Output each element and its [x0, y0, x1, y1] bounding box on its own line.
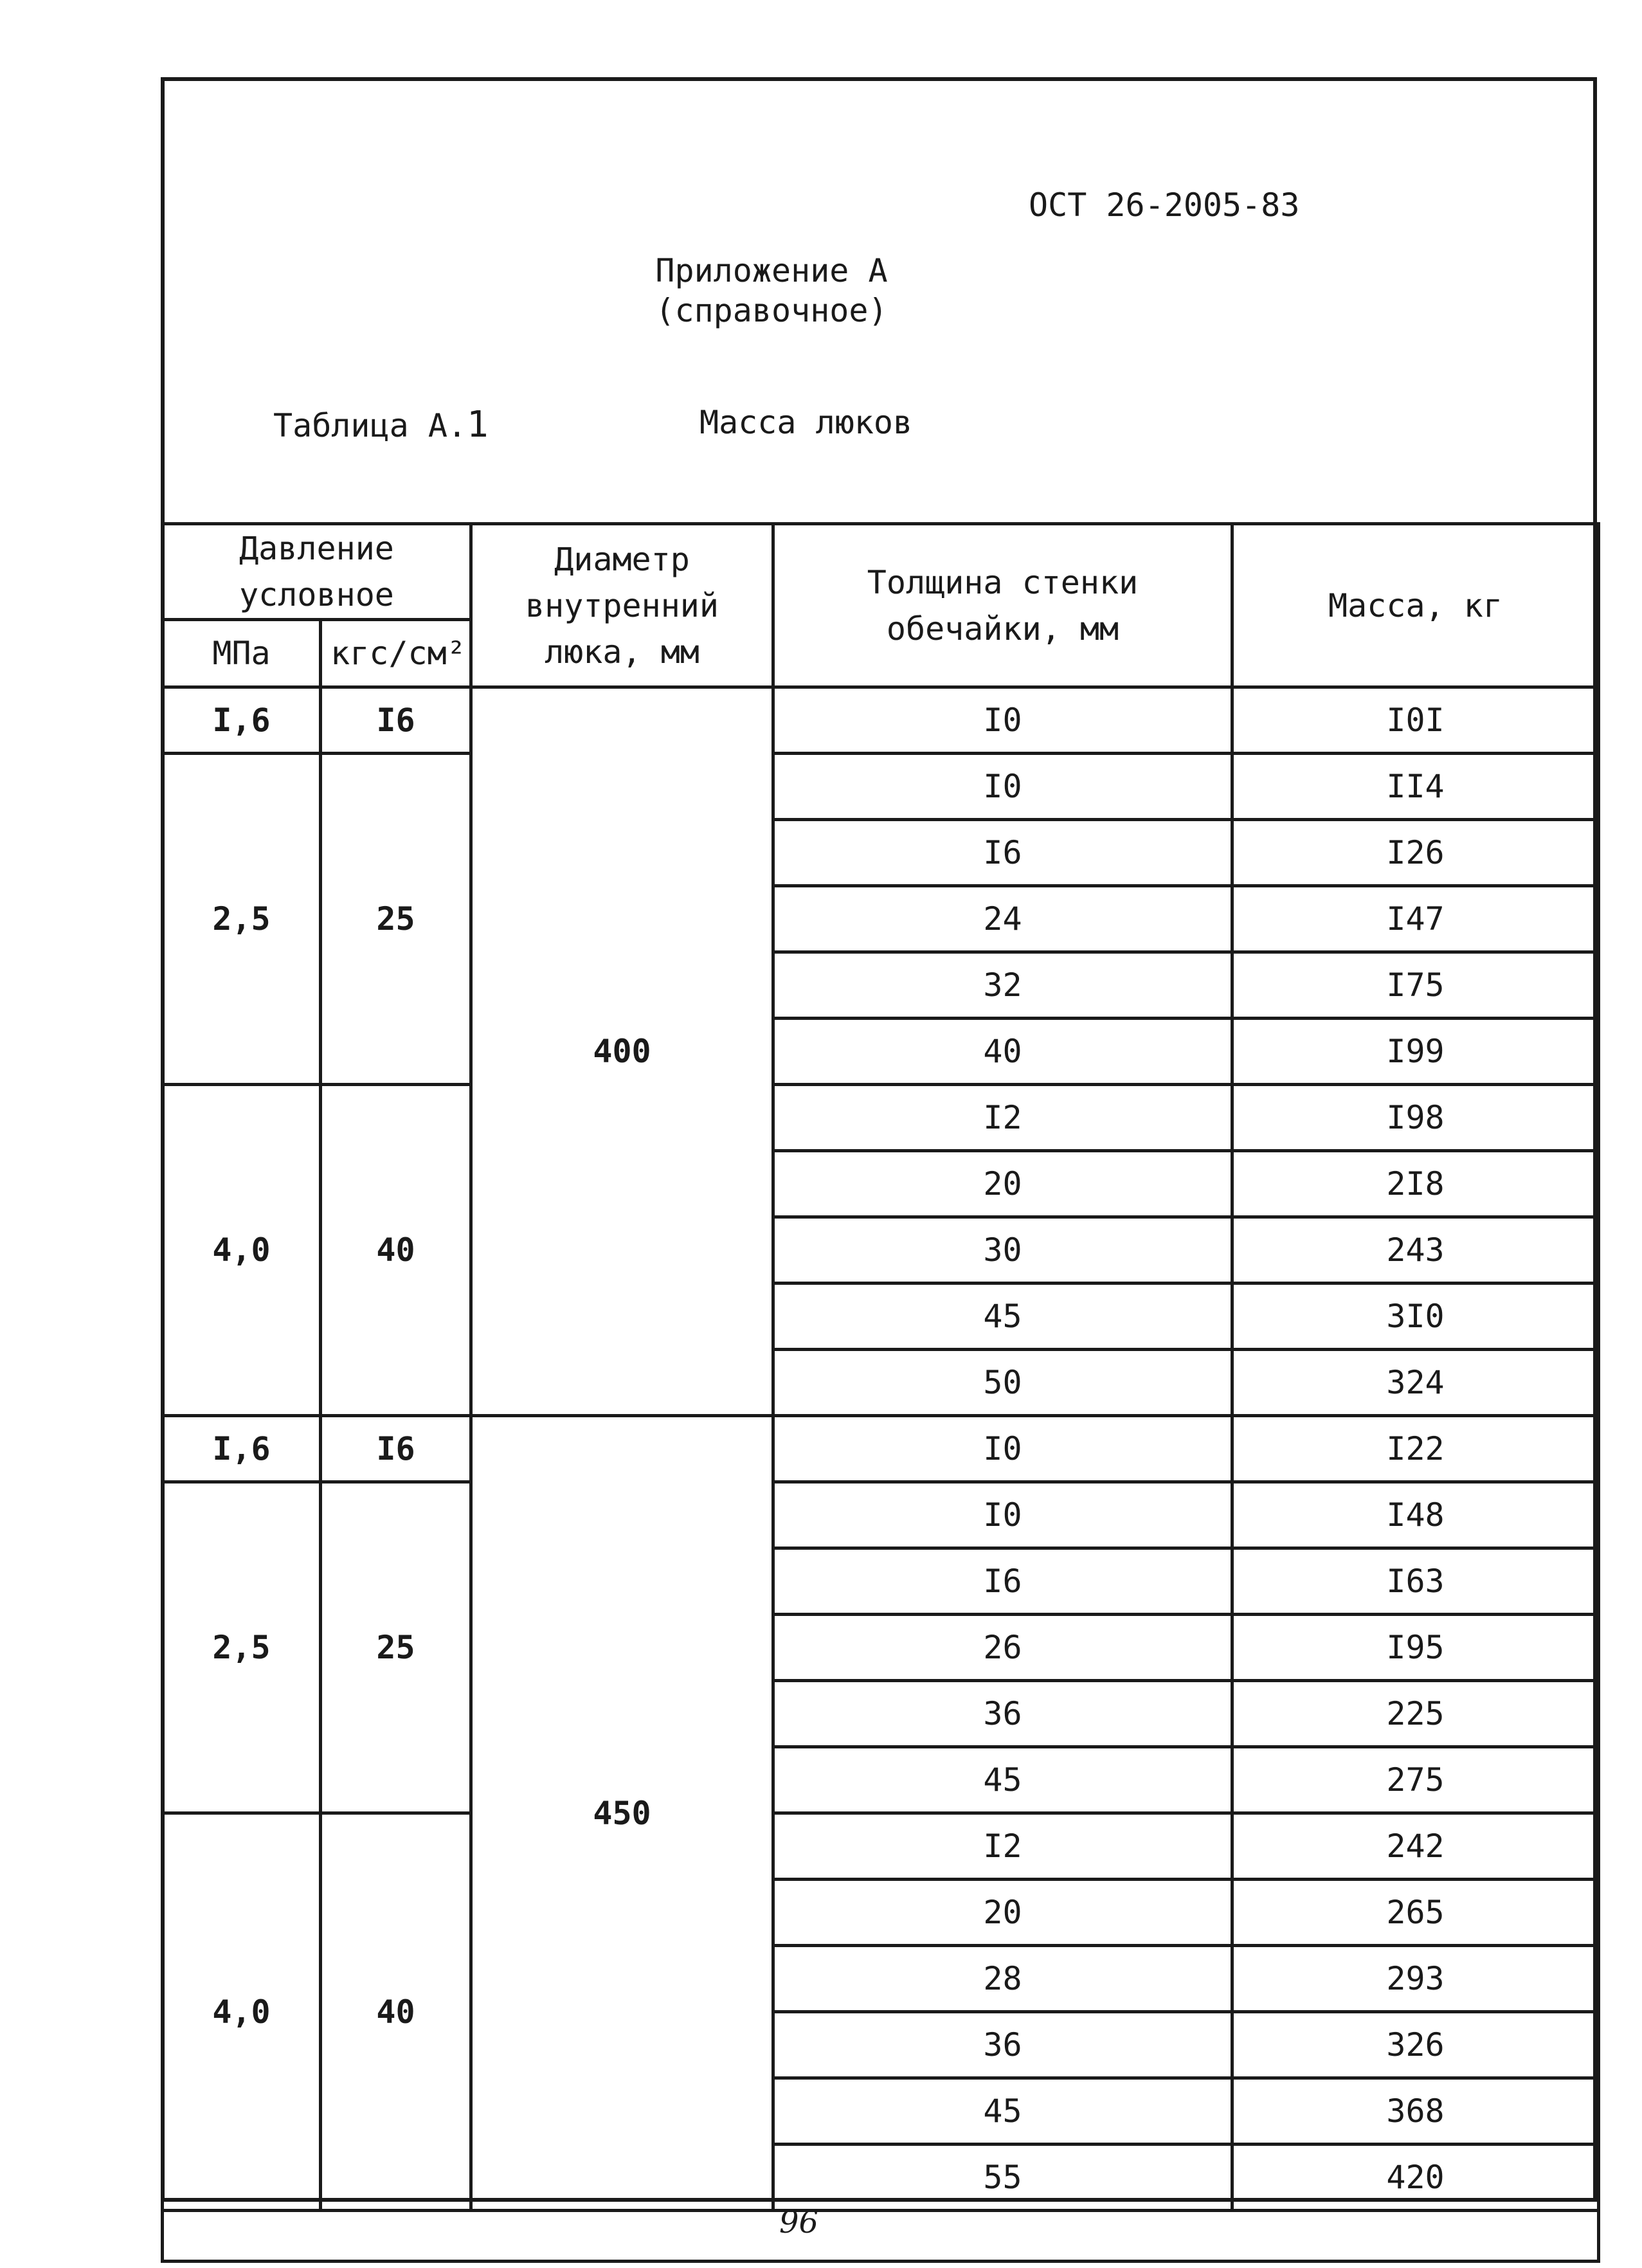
- mass-cell: 265: [1232, 1880, 1599, 1946]
- mass-cell: 275: [1232, 1747, 1599, 1813]
- thickness-cell: 30: [773, 1217, 1232, 1284]
- pressure-mpa-cell: I,6: [163, 687, 321, 754]
- document-code: ОСТ 26-2005-83: [1029, 186, 1300, 224]
- pressure-mpa-cell: I,6: [163, 1416, 321, 1482]
- diameter-cell: 450: [471, 1416, 773, 2211]
- pressure-mpa-cell: 4,0: [163, 1085, 321, 1416]
- thickness-cell: 55: [773, 2145, 1232, 2211]
- pressure-kgf-cell: 25: [321, 1482, 471, 1813]
- thickness-cell: I0: [773, 1416, 1232, 1482]
- mass-cell: 326: [1232, 2012, 1599, 2078]
- pressure-kgf-cell: 40: [321, 1085, 471, 1416]
- mass-cell: I95: [1232, 1615, 1599, 1681]
- pressure-mpa-cell: 2,5: [163, 1482, 321, 1813]
- thickness-cell: 24: [773, 886, 1232, 952]
- thickness-cell: I0: [773, 754, 1232, 820]
- mass-cell: 368: [1232, 2078, 1599, 2145]
- table-row: [163, 1085, 1599, 1151]
- thickness-cell: 20: [773, 1880, 1232, 1946]
- thickness-cell: 50: [773, 1350, 1232, 1416]
- header-kgf: кгс/см²: [321, 620, 471, 687]
- mass-cell: I48: [1232, 1482, 1599, 1548]
- thickness-cell: 36: [773, 2012, 1232, 2078]
- pressure-mpa-cell: 2,5: [163, 754, 321, 1085]
- header-mpa: МПа: [163, 620, 321, 687]
- table-caption: Масса люков: [699, 404, 913, 441]
- thickness-cell: I0: [773, 1482, 1232, 1548]
- mass-cell: 3I0: [1232, 1284, 1599, 1350]
- thickness-cell: I6: [773, 1548, 1232, 1615]
- mass-cell: I0I: [1232, 687, 1599, 754]
- pressure-kgf-cell: 40: [321, 1813, 471, 2211]
- header-thickness: Толщина стенки обечайки, мм: [773, 524, 1232, 687]
- thickness-cell: 20: [773, 1151, 1232, 1217]
- thickness-cell: I6: [773, 820, 1232, 886]
- thickness-cell: I2: [773, 1813, 1232, 1880]
- mass-cell: I47: [1232, 886, 1599, 952]
- header-diameter: Диаметр внутренний люка, мм: [471, 524, 773, 687]
- mass-cell: I75: [1232, 952, 1599, 1019]
- thickness-cell: I2: [773, 1085, 1232, 1151]
- mass-cell: I99: [1232, 1019, 1599, 1085]
- thickness-cell: 40: [773, 1019, 1232, 1085]
- thickness-cell: 36: [773, 1681, 1232, 1747]
- table-row: [163, 687, 1599, 754]
- mass-cell: 242: [1232, 1813, 1599, 1880]
- header-pressure: Давление условное: [163, 524, 471, 620]
- appendix-subtitle: (справочное): [655, 292, 888, 329]
- table-label-text: Таблица А.: [273, 407, 467, 444]
- mass-cell: I98: [1232, 1085, 1599, 1151]
- table-number: 1: [467, 404, 489, 446]
- mass-cell: I22: [1232, 1416, 1599, 1482]
- thickness-cell: 26: [773, 1615, 1232, 1681]
- table-footer-space: [163, 2211, 1599, 2262]
- thickness-cell: 28: [773, 1946, 1232, 2012]
- thickness-cell: 45: [773, 1284, 1232, 1350]
- mass-cell: 293: [1232, 1946, 1599, 2012]
- mass-cell: II4: [1232, 754, 1599, 820]
- table-row: [163, 1482, 1599, 1548]
- footer-blank-cell: [163, 2211, 1599, 2262]
- thickness-cell: 32: [773, 952, 1232, 1019]
- header-row: [163, 524, 1599, 620]
- pressure-kgf-cell: I6: [321, 687, 471, 754]
- mass-cell: 324: [1232, 1350, 1599, 1416]
- diameter-cell: 400: [471, 687, 773, 1416]
- mass-cell: 243: [1232, 1217, 1599, 1284]
- thickness-cell: 45: [773, 2078, 1232, 2145]
- page-number: 96: [779, 2204, 819, 2240]
- thickness-cell: I0: [773, 687, 1232, 754]
- table-row: [163, 754, 1599, 820]
- table-row: [163, 1416, 1599, 1482]
- pressure-kgf-cell: 25: [321, 754, 471, 1085]
- thickness-cell: 45: [773, 1747, 1232, 1813]
- mass-cell: 420: [1232, 2145, 1599, 2211]
- mass-cell: I63: [1232, 1548, 1599, 1615]
- table-label: [273, 404, 489, 446]
- header-mass: Масса, кг: [1232, 524, 1599, 687]
- mass-cell: 225: [1232, 1681, 1599, 1747]
- pressure-kgf-cell: I6: [321, 1416, 471, 1482]
- mass-table: [161, 522, 1600, 2263]
- pressure-mpa-cell: 4,0: [163, 1813, 321, 2211]
- mass-cell: 2I8: [1232, 1151, 1599, 1217]
- appendix-title: Приложение А: [655, 252, 888, 289]
- mass-cell: I26: [1232, 820, 1599, 886]
- table-row: [163, 1813, 1599, 1880]
